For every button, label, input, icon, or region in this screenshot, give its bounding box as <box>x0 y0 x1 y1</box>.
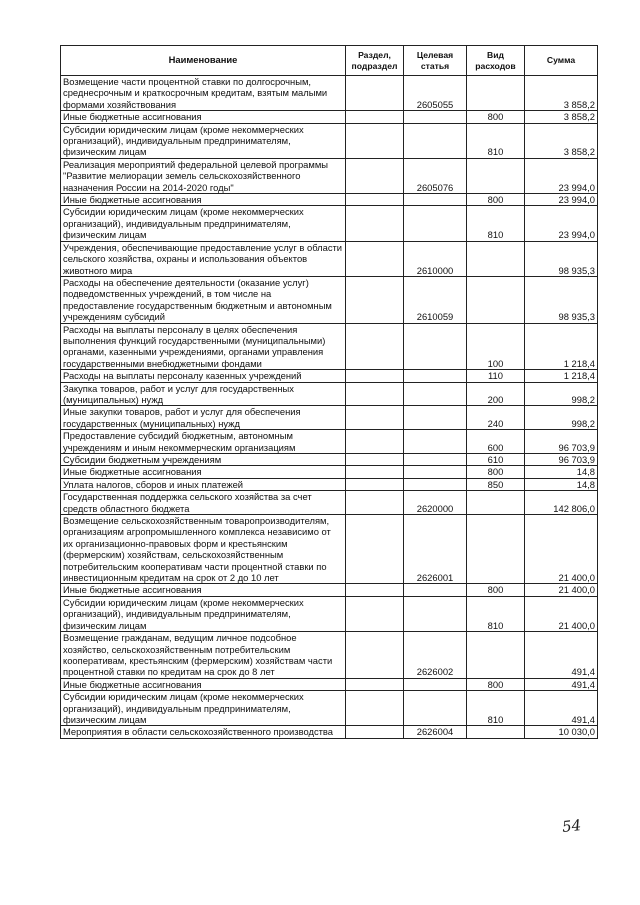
cell-kind: 800 <box>467 111 525 123</box>
table-row <box>61 632 598 679</box>
table-row <box>61 406 598 430</box>
cell-name: Субсидии юридическим лицам (кроме некоммерческих организаций), индивидуальным предпринимателям, физическим лицам <box>61 123 346 158</box>
cell-kind <box>467 515 525 584</box>
table-row <box>61 596 598 631</box>
cell-section <box>346 206 404 241</box>
cell-section <box>346 430 404 454</box>
cell-section <box>346 111 404 123</box>
cell-sum: 21 400,0 <box>525 584 598 596</box>
cell-name: Иные закупки товаров, работ и услуг для обеспечения государственных (муниципальных) нужд <box>61 406 346 430</box>
cell-sum: 98 935,3 <box>525 241 598 276</box>
cell-sum: 1 218,4 <box>525 323 598 370</box>
table-row <box>61 76 598 111</box>
table-row <box>61 491 598 515</box>
cell-sum: 21 400,0 <box>525 596 598 631</box>
cell-name: Расходы на выплаты персоналу в целях обеспечения выполнения функций государственными (муниципальными) органами, казенными учреждениями, органами управления государственными внебюджетными фондами <box>61 323 346 370</box>
cell-article <box>404 678 467 690</box>
table-row <box>61 194 598 206</box>
cell-kind <box>467 726 525 738</box>
cell-article: 2626001 <box>404 515 467 584</box>
cell-kind: 800 <box>467 466 525 478</box>
cell-article: 2620000 <box>404 491 467 515</box>
cell-section <box>346 241 404 276</box>
cell-section <box>346 466 404 478</box>
cell-kind <box>467 158 525 193</box>
cell-kind: 810 <box>467 691 525 726</box>
cell-kind: 610 <box>467 454 525 466</box>
cell-section <box>346 491 404 515</box>
cell-sum: 3 858,2 <box>525 123 598 158</box>
cell-article <box>404 584 467 596</box>
table-row <box>61 678 598 690</box>
cell-name: Расходы на выплаты персоналу казенных учреждений <box>61 370 346 382</box>
cell-article: 2605055 <box>404 76 467 111</box>
cell-sum: 21 400,0 <box>525 515 598 584</box>
cell-name: Субсидии бюджетным учреждениям <box>61 454 346 466</box>
cell-name: Реализация мероприятий федеральной целевой программы "Развитие мелиорации земель сельскохозяйственного назначения России на 2014-2020 годы" <box>61 158 346 193</box>
cell-article <box>404 370 467 382</box>
cell-section <box>346 478 404 490</box>
cell-section <box>346 632 404 679</box>
table-row <box>61 123 598 158</box>
cell-section <box>346 194 404 206</box>
cell-section <box>346 515 404 584</box>
cell-article <box>404 478 467 490</box>
cell-sum: 998,2 <box>525 382 598 406</box>
cell-section <box>346 406 404 430</box>
cell-sum: 3 858,2 <box>525 111 598 123</box>
cell-kind: 800 <box>467 678 525 690</box>
budget-table <box>60 45 598 739</box>
cell-section <box>346 276 404 323</box>
cell-section <box>346 370 404 382</box>
cell-kind <box>467 632 525 679</box>
cell-name: Закупка товаров, работ и услуг для государственных (муниципальных) нужд <box>61 382 346 406</box>
cell-kind: 810 <box>467 596 525 631</box>
table-row <box>61 726 598 738</box>
table-row <box>61 454 598 466</box>
table-row <box>61 158 598 193</box>
cell-name: Возмещение гражданам, ведущим личное подсобное хозяйство, сельскохозяйственным потребительским кооперативам, крестьянским (фермерским) хозяйствам части процентной ставки по кредитам на срок до 8 лет <box>61 632 346 679</box>
table-row <box>61 515 598 584</box>
cell-name: Иные бюджетные ассигнования <box>61 678 346 690</box>
cell-name: Мероприятия в области сельскохозяйственного производства <box>61 726 346 738</box>
header-sum: Сумма <box>525 46 598 76</box>
cell-kind: 810 <box>467 123 525 158</box>
cell-article <box>404 691 467 726</box>
cell-article: 2626002 <box>404 632 467 679</box>
cell-name: Иные бюджетные ассигнования <box>61 466 346 478</box>
cell-sum: 23 994,0 <box>525 194 598 206</box>
table-row <box>61 111 598 123</box>
header-section: Раздел, подраздел <box>346 46 404 76</box>
cell-sum: 96 703,9 <box>525 454 598 466</box>
table-row <box>61 382 598 406</box>
cell-name: Субсидии юридическим лицам (кроме некоммерческих организаций), индивидуальным предпринимателям, физическим лицам <box>61 596 346 631</box>
cell-article: 2605076 <box>404 158 467 193</box>
cell-name: Субсидии юридическим лицам (кроме некоммерческих организаций), индивидуальным предпринимателям, физическим лицам <box>61 691 346 726</box>
cell-kind: 800 <box>467 194 525 206</box>
cell-article: 2610059 <box>404 276 467 323</box>
cell-article <box>404 454 467 466</box>
cell-sum: 491,4 <box>525 632 598 679</box>
cell-section <box>346 76 404 111</box>
cell-article <box>404 323 467 370</box>
cell-kind: 850 <box>467 478 525 490</box>
cell-article <box>404 596 467 631</box>
cell-sum: 14,8 <box>525 478 598 490</box>
table-row <box>61 691 598 726</box>
cell-article <box>404 382 467 406</box>
cell-section <box>346 678 404 690</box>
cell-name: Учреждения, обеспечивающие предоставление услуг в области сельского хозяйства, охраны и использования объектов животного мира <box>61 241 346 276</box>
table-row <box>61 276 598 323</box>
cell-kind: 600 <box>467 430 525 454</box>
cell-section <box>346 726 404 738</box>
cell-kind: 240 <box>467 406 525 430</box>
cell-kind <box>467 491 525 515</box>
cell-name: Иные бюджетные ассигнования <box>61 584 346 596</box>
cell-sum: 23 994,0 <box>525 206 598 241</box>
cell-section <box>346 691 404 726</box>
cell-article <box>404 406 467 430</box>
cell-sum: 3 858,2 <box>525 76 598 111</box>
cell-kind <box>467 76 525 111</box>
cell-section <box>346 382 404 406</box>
table-row <box>61 241 598 276</box>
cell-kind: 810 <box>467 206 525 241</box>
cell-kind: 110 <box>467 370 525 382</box>
table-row <box>61 430 598 454</box>
cell-sum: 998,2 <box>525 406 598 430</box>
cell-section <box>346 596 404 631</box>
cell-article <box>404 466 467 478</box>
cell-sum: 10 030,0 <box>525 726 598 738</box>
cell-name: Субсидии юридическим лицам (кроме некоммерческих организаций), индивидуальным предпринимателям, физическим лицам <box>61 206 346 241</box>
cell-name: Предоставление субсидий бюджетным, автономным учреждениям и иным некоммерческим организациям <box>61 430 346 454</box>
cell-article <box>404 430 467 454</box>
cell-name: Иные бюджетные ассигнования <box>61 194 346 206</box>
cell-sum: 1 218,4 <box>525 370 598 382</box>
cell-article: 2626004 <box>404 726 467 738</box>
page-number: 54 <box>561 816 582 836</box>
cell-article <box>404 206 467 241</box>
cell-sum: 23 994,0 <box>525 158 598 193</box>
cell-article: 2610000 <box>404 241 467 276</box>
cell-sum: 14,8 <box>525 466 598 478</box>
table-body <box>61 76 598 739</box>
cell-name: Государственная поддержка сельского хозяйства за счет средств областного бюджета <box>61 491 346 515</box>
cell-sum: 98 935,3 <box>525 276 598 323</box>
cell-section <box>346 454 404 466</box>
cell-section <box>346 123 404 158</box>
table-row <box>61 206 598 241</box>
cell-kind <box>467 241 525 276</box>
table-header-row <box>61 46 598 76</box>
cell-name: Расходы на обеспечение деятельности (оказание услуг) подведомственных учреждений, в том числе на предоставление государственным бюджетным и автономным учреждениям субсидий <box>61 276 346 323</box>
cell-article <box>404 123 467 158</box>
header-article: Целевая статья <box>404 46 467 76</box>
cell-kind <box>467 276 525 323</box>
cell-section <box>346 584 404 596</box>
table-row <box>61 323 598 370</box>
cell-article <box>404 111 467 123</box>
cell-sum: 491,4 <box>525 691 598 726</box>
cell-kind: 200 <box>467 382 525 406</box>
cell-section <box>346 323 404 370</box>
cell-kind: 100 <box>467 323 525 370</box>
header-kind: Вид расходов <box>467 46 525 76</box>
cell-kind: 800 <box>467 584 525 596</box>
cell-name: Возмещение сельскохозяйственным товаропроизводителям, организациям агропромышленного комплекса независимо от их организационно-правовых форм и крестьянским (фермерским) хозяйствам, сельскохозяйственным потребительским кооперативам части процентной ставки по инвестиционным кредитам на срок от 2 до 10 лет <box>61 515 346 584</box>
cell-name: Иные бюджетные ассигнования <box>61 111 346 123</box>
table-row <box>61 584 598 596</box>
table-row <box>61 370 598 382</box>
cell-name: Возмещение части процентной ставки по долгосрочным, среднесрочным и краткосрочным кредитам, взятым малыми формами хозяйствования <box>61 76 346 111</box>
cell-article <box>404 194 467 206</box>
cell-sum: 491,4 <box>525 678 598 690</box>
table-row <box>61 466 598 478</box>
cell-sum: 142 806,0 <box>525 491 598 515</box>
header-name: Наименование <box>61 46 346 76</box>
cell-section <box>346 158 404 193</box>
table-row <box>61 478 598 490</box>
cell-sum: 96 703,9 <box>525 430 598 454</box>
cell-name: Уплата налогов, сборов и иных платежей <box>61 478 346 490</box>
